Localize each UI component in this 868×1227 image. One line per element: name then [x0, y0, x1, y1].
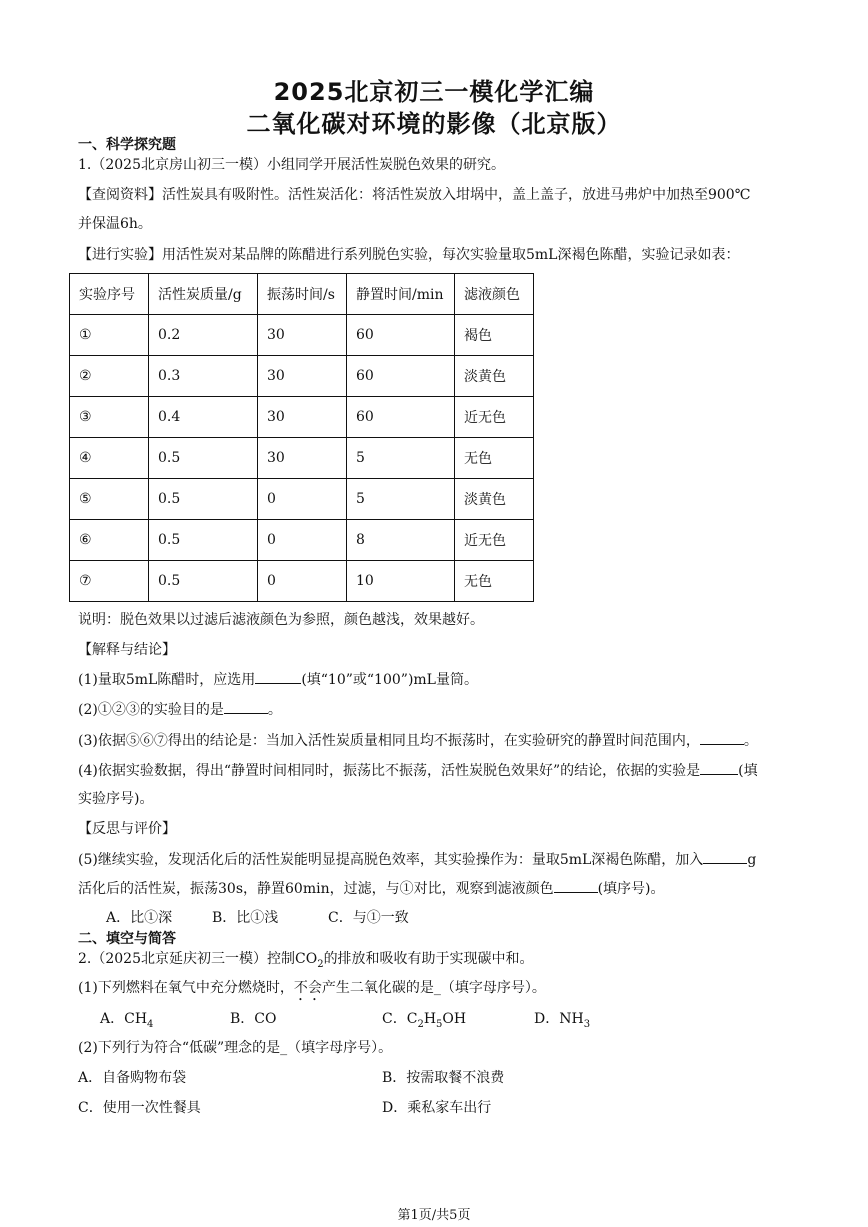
table-cell: ⑥	[70, 520, 149, 561]
answer-blank[interactable]	[554, 878, 598, 893]
answer-blank[interactable]	[703, 849, 747, 864]
subquestion-2-text: (2)①②③的实验目的是	[78, 702, 224, 718]
table-cell: 30	[258, 356, 347, 397]
subquestion-5-text-2: 活化后的活性炭，振荡30s，静置60min，过滤，与①对比，观察到滤液颜色	[78, 881, 554, 897]
table-cell: 5	[347, 438, 455, 479]
table-row	[70, 356, 534, 397]
table-cell: 30	[258, 315, 347, 356]
table-cell: 8	[347, 520, 455, 561]
subquestion-2-text-end: 。	[267, 702, 282, 718]
section-heading-inquiry: 一、科学探究题	[78, 137, 176, 153]
option-text: D．NH	[534, 1011, 584, 1027]
option-a: A．比①深	[106, 910, 173, 926]
table-note: 说明：脱色效果以过滤后滤液颜色为参照，颜色越浅，效果越好。	[78, 612, 484, 628]
table-cell: ①	[70, 315, 149, 356]
table-cell: 0.5	[149, 561, 258, 602]
option-text: A．CH	[100, 1011, 148, 1027]
table-row	[70, 315, 534, 356]
q2-subquestion-1-text: (1)下列燃料在氧气中充分燃烧时，	[78, 980, 294, 996]
table-cell: 30	[258, 438, 347, 479]
subscript: 5	[436, 1018, 443, 1030]
table-cell: 0.5	[149, 520, 258, 561]
table-header-cell: 静置时间/min	[347, 274, 455, 315]
reference-text-1: 活性炭具有吸附性。活性炭活化：将活性炭放入坩埚中，盖上盖子，放进马弗炉中加热至900℃	[162, 187, 751, 203]
subquestion-2	[78, 699, 282, 720]
experiment-paragraph	[78, 245, 739, 265]
answer-blank[interactable]	[255, 669, 301, 684]
q2-option-b: B．CO	[230, 1011, 277, 1027]
answer-blank[interactable]	[224, 699, 268, 714]
table-cell: ⑦	[70, 561, 149, 602]
table-cell: 30	[258, 397, 347, 438]
document-title-line2: 二氧化碳对环境的影像（北京版）	[246, 110, 622, 138]
explanation-label: 【解释与结论】	[78, 642, 176, 658]
reference-text-2: 并保温6h。	[78, 216, 152, 232]
document-title-line1: 2025北京初三一模化学汇编	[273, 78, 595, 106]
subscript: 2	[417, 1018, 424, 1030]
emphasis-text: 不会	[293, 980, 322, 996]
page-footer: 第1页/共5页	[397, 1208, 471, 1223]
table-cell: ④	[70, 438, 149, 479]
experiment-table	[69, 273, 534, 602]
table-header-cell: 活性炭质量/g	[149, 274, 258, 315]
table-cell: ⑤	[70, 479, 149, 520]
q2-option-d	[534, 1009, 590, 1035]
table-cell: 5	[347, 479, 455, 520]
q2-subquestion-1-text-end: 产生二氧化碳的是_（填字母序号）。	[321, 980, 546, 996]
table-header-row	[70, 274, 534, 315]
table-row	[70, 520, 534, 561]
table-cell: ②	[70, 356, 149, 397]
q2-option-c	[382, 1009, 466, 1035]
subquestion-5	[78, 849, 756, 870]
table-cell: 近无色	[455, 520, 534, 561]
subquestion-1-text-end: (填“10”或“100”)mL量筒。	[301, 672, 478, 688]
subquestion-5-cont	[78, 878, 665, 899]
table-cell: ③	[70, 397, 149, 438]
reference-paragraph	[78, 185, 750, 205]
subquestion-3	[78, 730, 758, 751]
subquestion-4	[78, 760, 758, 781]
experiment-label: 【进行实验】	[78, 247, 162, 263]
question2-intro-text-end: 的排放和吸收有助于实现碳中和。	[323, 951, 534, 967]
option-text: H	[423, 1011, 437, 1027]
table-cell: 近无色	[455, 397, 534, 438]
table-cell: 0.5	[149, 479, 258, 520]
table-row	[70, 438, 534, 479]
q2-2-option-c: C．使用一次性餐具	[78, 1100, 201, 1116]
question2-intro	[78, 949, 534, 975]
table-cell: 60	[347, 315, 455, 356]
q2-2-option-d: D．乘私家车出行	[382, 1100, 492, 1116]
q2-subquestion-1	[78, 978, 546, 1004]
subquestion-5-text: (5)继续实验，发现活化后的活性炭能明显提高脱色效率，其实验操作为：量取5mL深褐色陈醋，加入	[78, 852, 704, 868]
q2-2-option-a: A．自备购物布袋	[78, 1070, 187, 1086]
subscript: 3	[583, 1018, 591, 1030]
table-cell: 无色	[455, 438, 534, 479]
table-row	[70, 479, 534, 520]
table-cell: 淡黄色	[455, 356, 534, 397]
option-c: C．与①一致	[328, 910, 409, 926]
table-cell: 0	[258, 479, 347, 520]
table-cell: 0	[258, 520, 347, 561]
table-cell: 10	[347, 561, 455, 602]
reference-label: 【查阅资料】	[78, 187, 162, 203]
table-header-cell: 振荡时间/s	[258, 274, 347, 315]
answer-blank[interactable]	[700, 730, 744, 745]
table-cell: 无色	[455, 561, 534, 602]
table-row	[70, 397, 534, 438]
subquestion-1	[78, 669, 478, 690]
subquestion-1-text: (1)量取5mL陈醋时，应选用	[78, 672, 256, 688]
table-header-cell: 滤液颜色	[455, 274, 534, 315]
subquestion-3-text: (3)依据⑤⑥⑦得出的结论是：当加入活性炭质量相同且均不振荡时，在实验研究的静置时间范围内，	[78, 733, 700, 749]
subquestion-5-unit: g	[747, 852, 757, 868]
experiment-text: 用活性炭对某品牌的陈醋进行系列脱色实验，每次实验量取5mL深褐色陈醋，实验记录如表：	[162, 247, 740, 263]
q2-subquestion-2: (2)下列行为符合“低碳”理念的是_（填字母序号）。	[78, 1040, 393, 1056]
subquestion-3-text-end: 。	[743, 733, 758, 749]
table-cell: 0	[258, 561, 347, 602]
question1-intro: 1.（2025北京房山初三一模）小组同学开展活性炭脱色效果的研究。	[78, 157, 505, 173]
table-cell: 0.3	[149, 356, 258, 397]
table-cell: 60	[347, 356, 455, 397]
q2-2-option-b: B．按需取餐不浪费	[382, 1070, 505, 1086]
option-b: B．比①浅	[212, 910, 279, 926]
q2-option-a	[100, 1009, 153, 1035]
table-header-cell: 实验序号	[70, 274, 149, 315]
option-text: C．C	[382, 1011, 418, 1027]
section-heading-fill: 二、填空与简答	[78, 931, 176, 947]
subquestion-4-text-end: (填	[738, 763, 758, 779]
question2-intro-text: 2.（2025北京延庆初三一模）控制CO	[78, 951, 318, 967]
subquestion-4-cont: 实验序号)。	[78, 791, 154, 807]
option-text: OH	[442, 1011, 467, 1027]
subscript: 2	[317, 958, 324, 970]
subscript: 4	[147, 1018, 154, 1030]
table-cell: 0.2	[149, 315, 258, 356]
answer-blank[interactable]	[700, 760, 738, 775]
subquestion-5-text-end: (填序号)。	[597, 881, 665, 897]
table-cell: 60	[347, 397, 455, 438]
table-cell: 0.5	[149, 438, 258, 479]
table-cell: 0.4	[149, 397, 258, 438]
table-row	[70, 561, 534, 602]
subquestion-4-text: (4)依据实验数据，得出“静置时间相同时，振荡比不振荡，活性炭脱色效果好”的结论，依据的实验是	[78, 763, 701, 779]
table-cell: 褐色	[455, 315, 534, 356]
reflection-label: 【反思与评价】	[78, 821, 176, 837]
table-cell: 淡黄色	[455, 479, 534, 520]
